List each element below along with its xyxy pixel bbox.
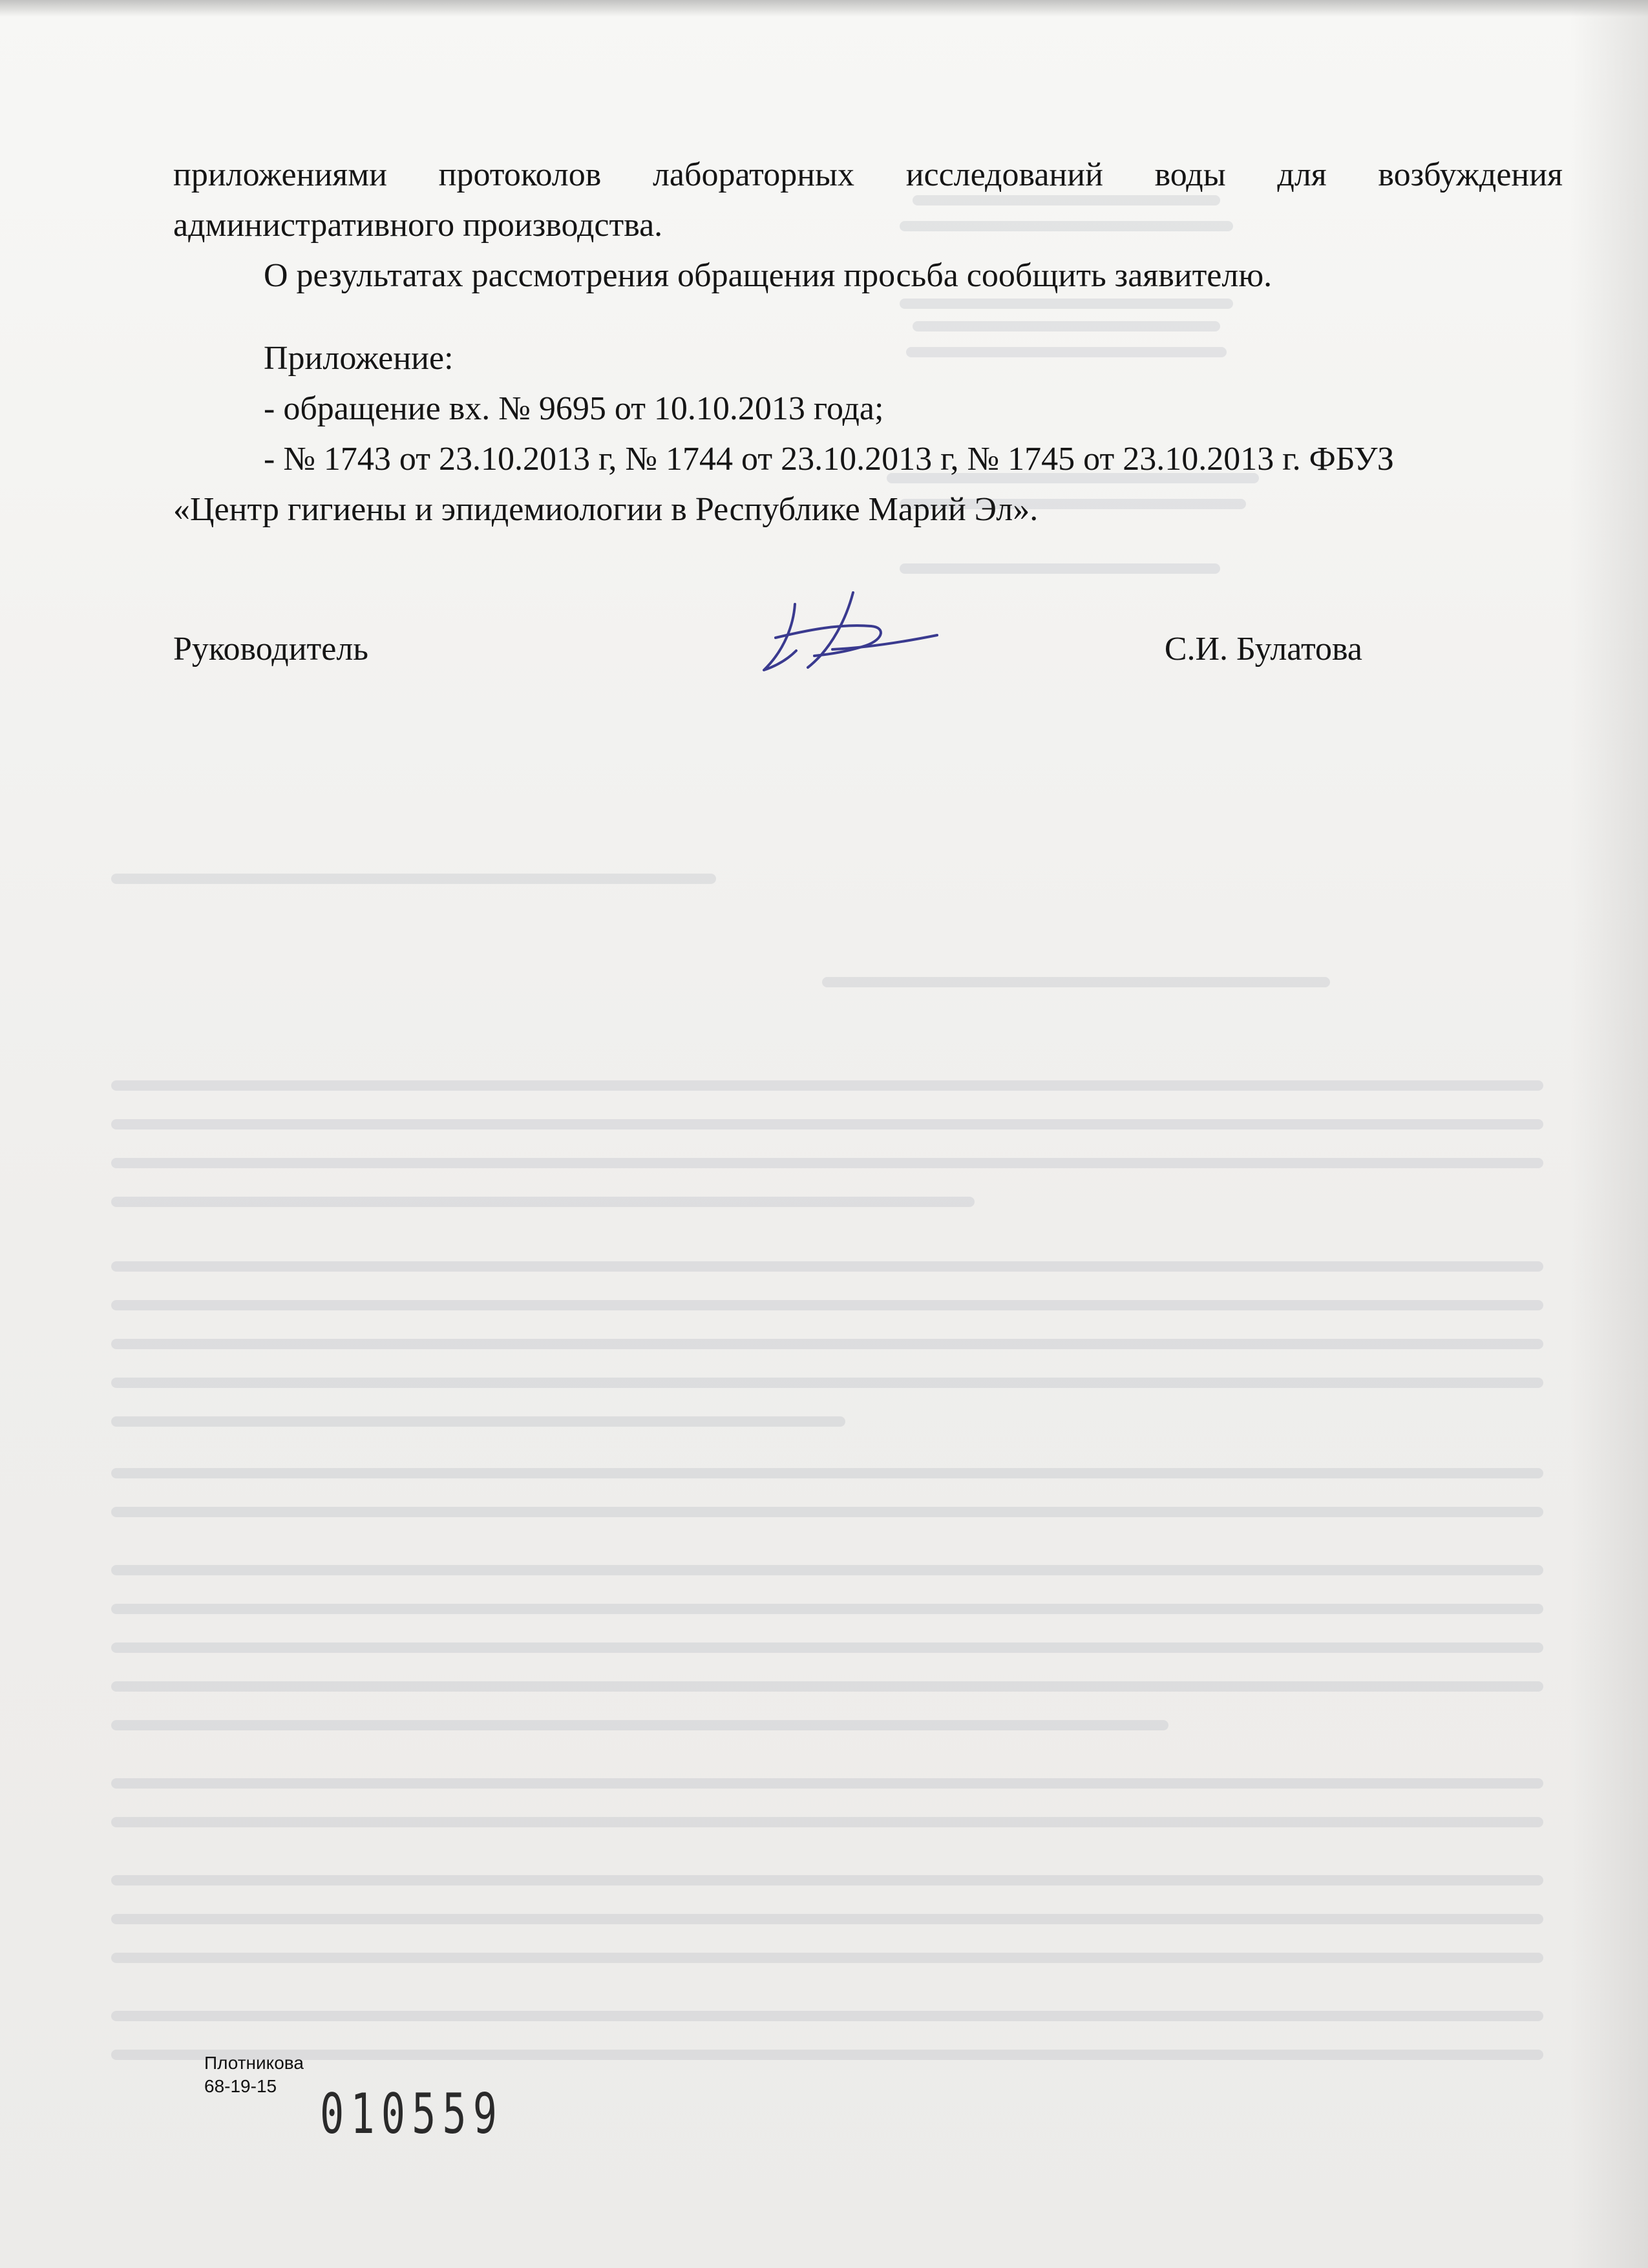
attachment-line-1: - обращение вх. № 9695 от 10.10.2013 года; (264, 390, 884, 427)
attachment-line-2: - № 1743 от 23.10.2013 г, № 1744 от 23.10.2013 г, № 1745 от 23.10.2013 г. ФБУЗ (264, 441, 1394, 478)
page-edge-shadow (1570, 0, 1648, 2268)
attachments-block (173, 333, 1563, 535)
body-line-1: приложениями протоколов лабораторных исследований воды для возбуждения (173, 156, 1563, 193)
body-line-3: О результатах рассмотрения обращения просьба сообщить заявителю. (264, 257, 1273, 294)
signer-name: С.И. Булатова (1164, 631, 1362, 667)
executor-block (204, 2052, 304, 2098)
registration-number: 010559 (320, 2082, 504, 2147)
executor-phone: 68-19-15 (204, 2076, 277, 2096)
signature-row (173, 630, 1362, 682)
body-line-2: административного производства. (173, 207, 663, 244)
executor-name: Плотникова (204, 2053, 304, 2073)
attachments-heading: Приложение: (264, 340, 454, 377)
letter-body (173, 150, 1563, 301)
scan-top-edge (0, 0, 1648, 17)
signer-position: Руководитель (173, 631, 368, 667)
attachment-line-3: «Центр гигиены и эпидемиологии в Республике Марий Эл». (173, 491, 1039, 528)
